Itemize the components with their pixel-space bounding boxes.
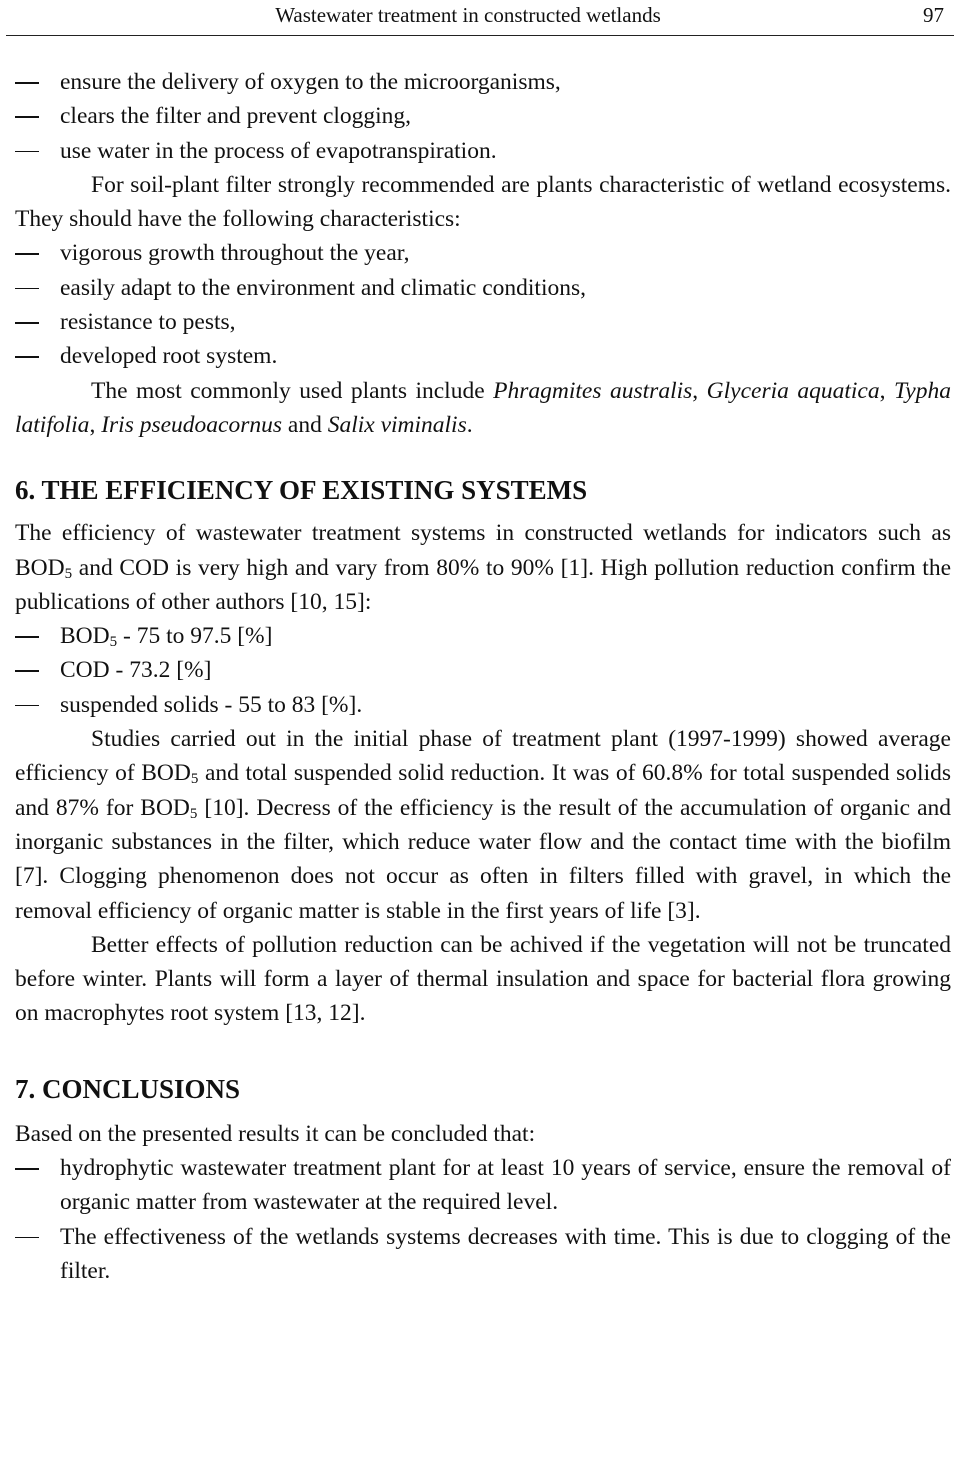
list-item: ensure the delivery of oxygen to the microorganisms, (15, 65, 951, 99)
species-name: Phragmites australis (493, 377, 693, 404)
conclusions-list (15, 1151, 951, 1288)
separator: and (282, 411, 328, 438)
species-name: Salix viminalis (327, 411, 467, 438)
text-run: and total suspended solid reduction. It was of 60.8% for total suspended solids and 87% for BOD (15, 760, 951, 821)
species-name: Iris pseudoacornus (101, 411, 283, 438)
separator: , (692, 377, 707, 404)
separator: , (879, 377, 894, 404)
species-name: Typha latifolia (15, 377, 951, 438)
reduction-list (15, 619, 951, 722)
paragraph-plants (15, 374, 951, 443)
list-item (15, 619, 951, 653)
text-run: BOD (60, 623, 110, 650)
list-item: developed root system. (15, 339, 951, 373)
section-heading-6: 6. THE EFFICIENCY OF EXISTING SYSTEMS (15, 475, 588, 506)
plants-lead: The most commonly used plants include (91, 377, 494, 404)
function-list (15, 65, 951, 168)
list-item: suspended solids - 55 to 83 [%]. (15, 688, 951, 722)
list-item: COD - 73.2 [%] (15, 653, 951, 687)
section-heading-7: 7. CONCLUSIONS (15, 1073, 241, 1104)
subscript: 5 (190, 771, 199, 788)
text-run: and COD is very high and vary from 80% to 90% [1]. High pollution reduction confirm the publications of other authors [10, 15]: (15, 554, 951, 615)
text-run: The efficiency of wastewater treatment systems in constructed wetlands for indicators such as BOD (15, 520, 951, 581)
paragraph-plant-characteristics: For soil-plant filter strongly recommended are plants characteristic of wetland ecosystems. They should have the following characteristics: (15, 171, 951, 233)
subscript: 5 (109, 634, 118, 651)
body-text (15, 65, 951, 1288)
list-item: easily adapt to the environment and climatic conditions, (15, 271, 951, 305)
species-name: Glyceria aquatica (706, 377, 880, 404)
paragraph-vegetation: Better effects of pollution reduction can be achived if the vegetation will not be truncated before winter. Plants will form a layer of thermal insulation and space for bacterial flora growing on macrophytes root system [13, 12]. (15, 931, 951, 1027)
characteristics-list (15, 236, 951, 373)
list-item: resistance to pests, (15, 305, 951, 339)
list-item: The effectiveness of the wetlands systems decreases with time. This is due to clogging of the filter. (15, 1220, 951, 1289)
paragraph-conclusions-intro: Based on the presented results it can be concluded that: (15, 1120, 536, 1147)
separator: , (89, 411, 102, 438)
paragraph-efficiency (15, 516, 951, 619)
subscript: 5 (189, 805, 198, 822)
list-item: clears the filter and prevent clogging, (15, 99, 951, 133)
paragraph-studies (15, 722, 951, 928)
list-item: use water in the process of evapotranspiration. (15, 134, 951, 168)
subscript: 5 (64, 565, 73, 582)
text-run: Studies carried out in the initial phase of treatment plant (1997-1999) showed average efficiency of BOD (15, 726, 951, 787)
running-title: Wastewater treatment in constructed wetlands (275, 3, 661, 27)
running-header (6, 0, 954, 36)
separator: . (466, 411, 473, 438)
page-number: 97 (923, 3, 944, 27)
list-item: vigorous growth throughout the year, (15, 236, 951, 270)
text-run: - 75 to 97.5 [%] (117, 623, 273, 650)
text-run: [10]. Decress of the efficiency is the result of the accumulation of organic and inorganic substances in the filter, which reduce water flow and the contact time with the biofilm [7]. Clogging phenomenon does not occur as often in filters filled with gravel, in which the removal efficiency of organic matter is stable in the first years of life [3]. (15, 794, 951, 924)
list-item: hydrophytic wastewater treatment plant for at least 10 years of service, ensure the removal of organic matter from wastewater at the required level. (15, 1151, 951, 1220)
